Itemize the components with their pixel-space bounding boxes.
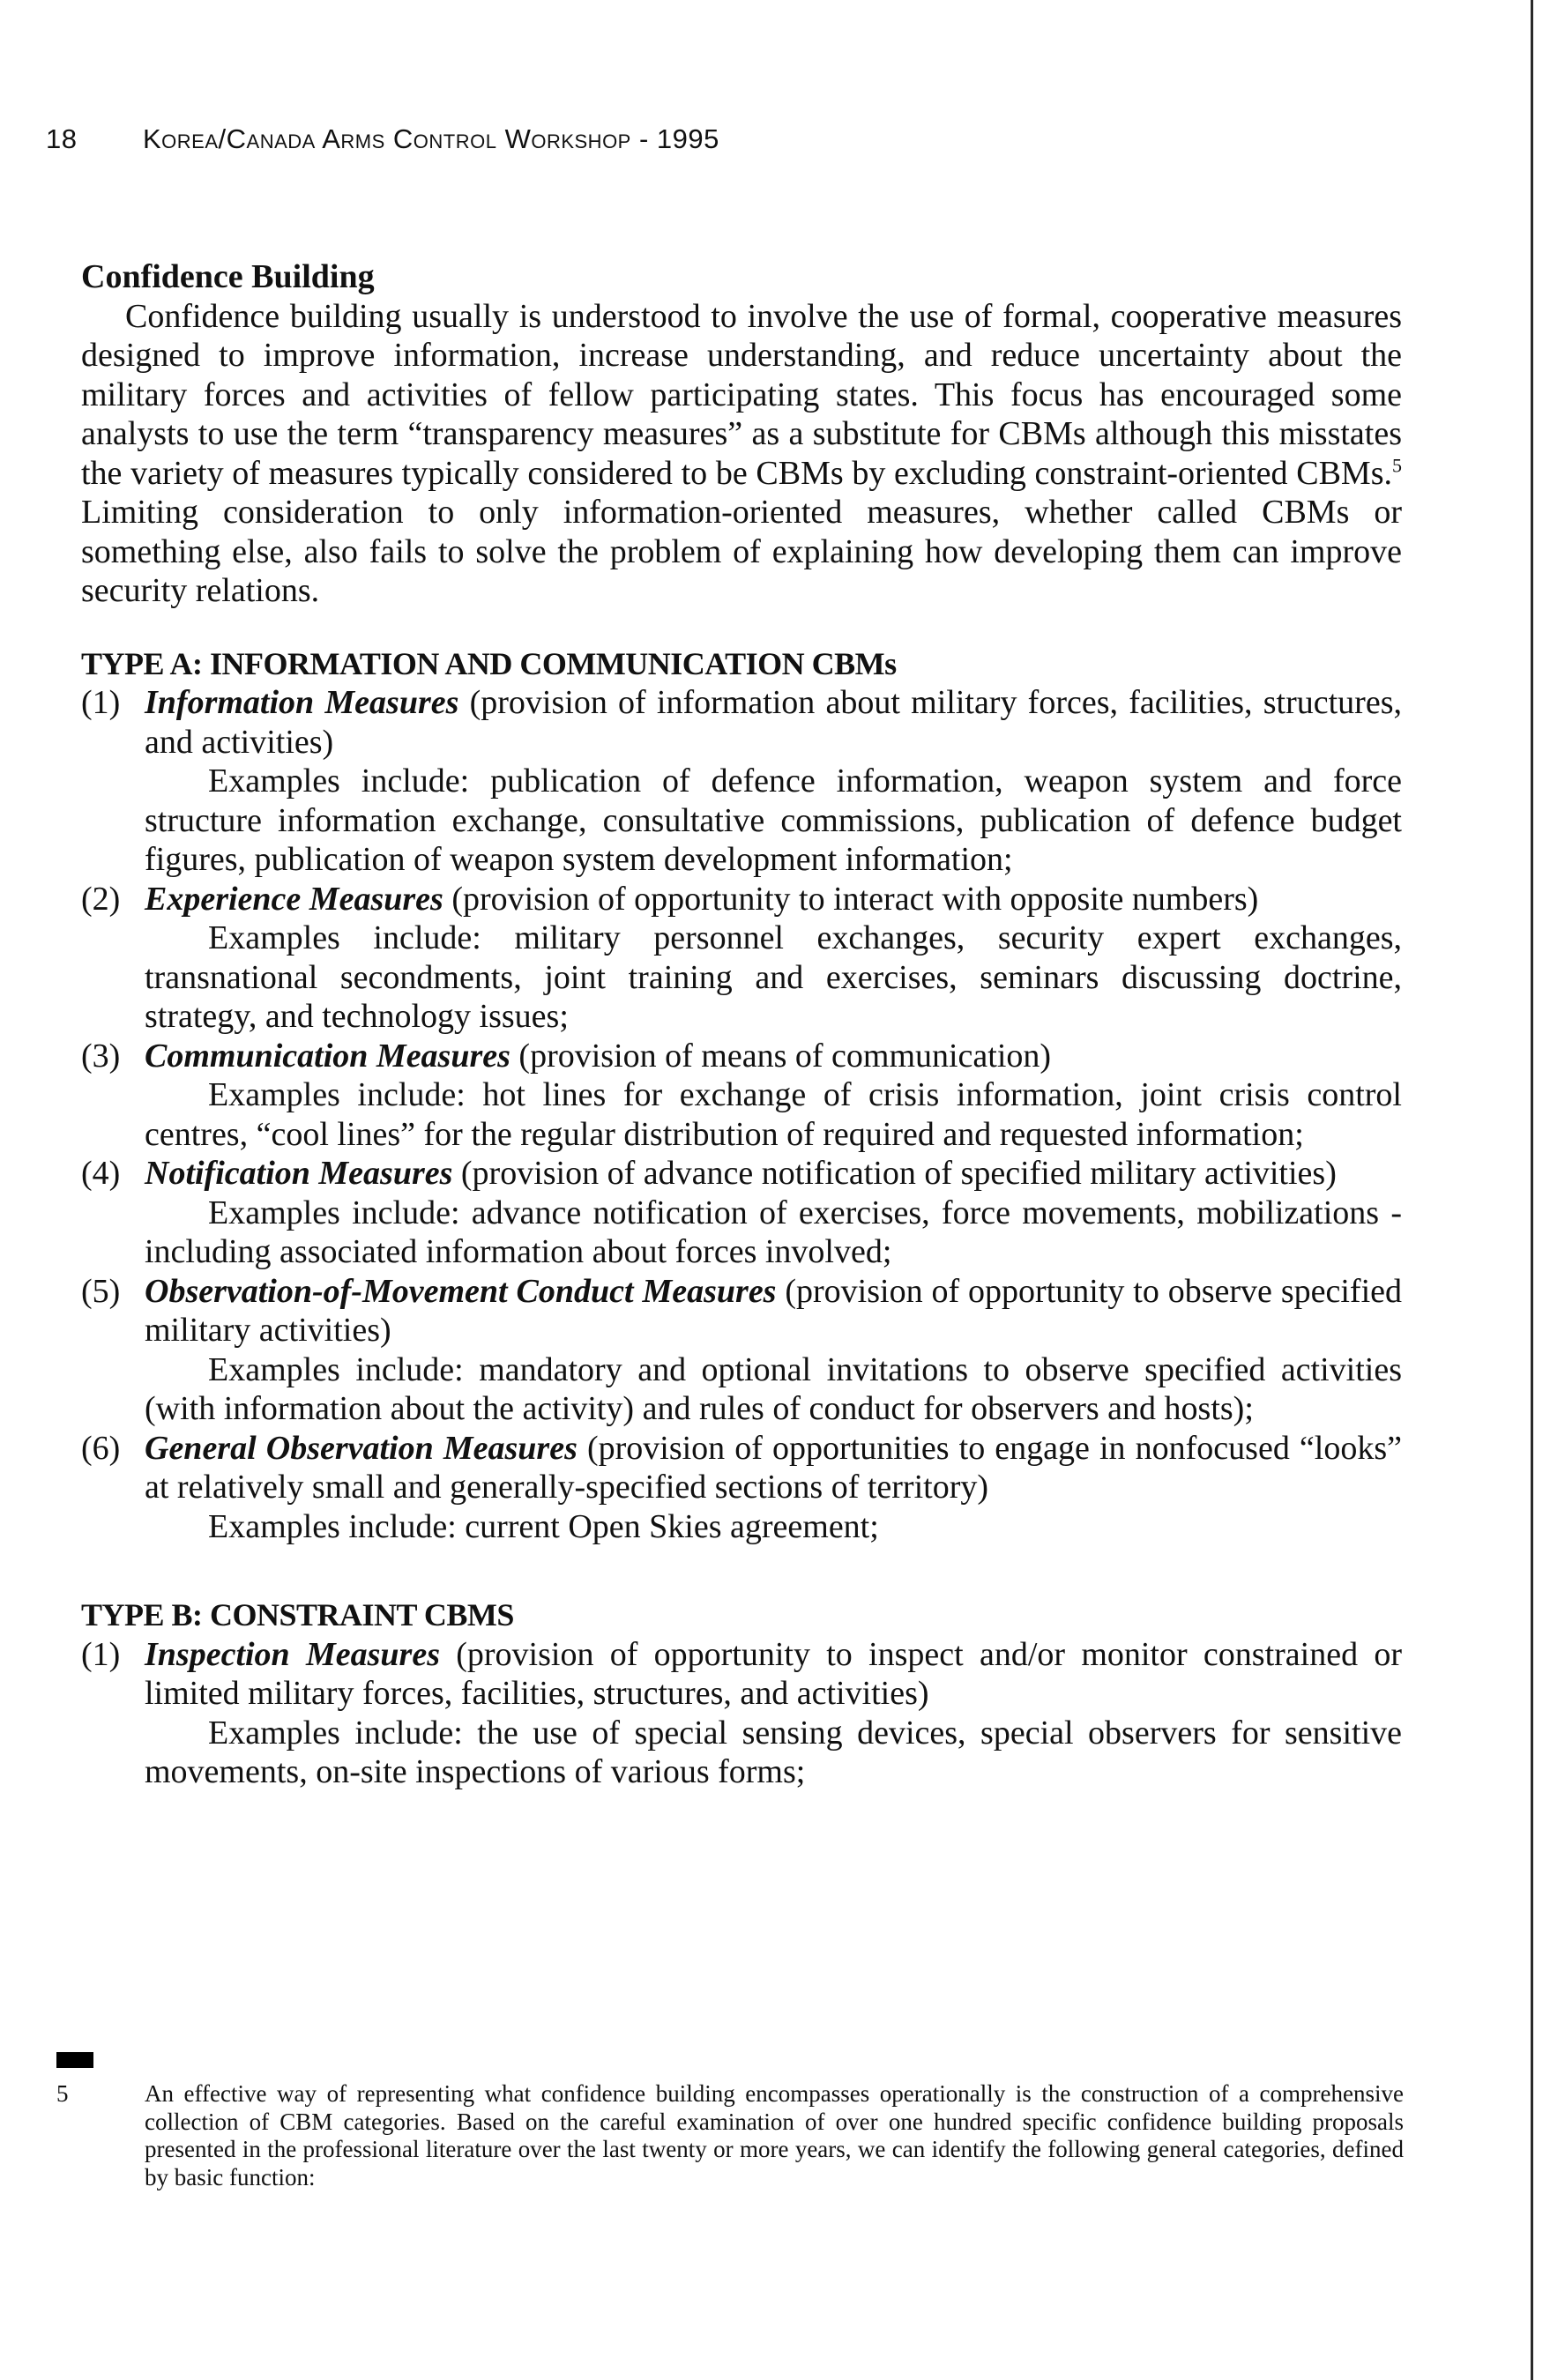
scan-edge-line <box>1531 0 1533 2380</box>
item-number: (3) <box>81 1037 121 1075</box>
item-examples: Examples include: hot lines for exchange of crisis information, joint crisis control centres, “cool lines” for the regular distribution of required and requested information; <box>145 1076 1402 1153</box>
footnote-rule <box>56 2052 93 2068</box>
type-a-item <box>81 880 1402 1037</box>
running-head-title: Korea/Canada Arms Control Workshop - 1995 <box>143 123 719 154</box>
item-number: (1) <box>81 684 121 721</box>
item-number: (4) <box>81 1155 121 1192</box>
item-term: General Observation Measures <box>145 1429 578 1467</box>
item-description: (provision of opportunity to interact with opposite numbers) <box>443 880 1259 918</box>
running-head <box>46 123 719 155</box>
item-term: Information Measures <box>145 684 459 721</box>
item-term: Notification Measures <box>145 1155 453 1192</box>
item-description: (provision of opportunity to inspect and/or monitor constrained or limited military forces, facilities, structures, and activities) <box>145 1635 1402 1712</box>
footnote <box>56 2080 1404 2191</box>
type-b-heading: TYPE B: CONSTRAINT CBMS <box>81 1597 514 1633</box>
main-content <box>81 257 1402 1792</box>
item-number: (1) <box>81 1635 121 1673</box>
type-a-item <box>81 1429 1402 1547</box>
footnote-text: An effective way of representing what confidence building encompasses operationally is the construction of a comprehensive collection of CBM categories. Based on the careful examination of over one hundred specific confidence building proposals presented in the professional literature over the last twenty or more years, we can identify the following general categories, defined by basic function: <box>145 2080 1404 2190</box>
item-examples: Examples include: publication of defence information, weapon system and force structure information exchange, consultative commissions, publication of defence budget figures, publication of weapon system development information; <box>145 762 1402 878</box>
item-examples: Examples include: advance notification of exercises, force movements, mobilizations - including associated information about forces involved; <box>145 1194 1402 1270</box>
intro-text-continued: Limiting consideration to only information-oriented measures, whether called CBMs or something else, also fails to solve the problem of explaining how developing them can improve security relations. <box>81 494 1402 609</box>
type-a-item <box>81 683 1402 880</box>
footnote-marker: 5 <box>1392 453 1402 476</box>
item-examples: Examples include: current Open Skies agreement; <box>208 1507 879 1545</box>
type-a-item <box>81 1037 1402 1155</box>
item-number: (5) <box>81 1272 121 1310</box>
type-a-heading: TYPE A: INFORMATION AND COMMUNICATION CBMs <box>81 645 897 681</box>
type-a-item <box>81 1154 1402 1272</box>
item-term: Communication Measures <box>145 1037 510 1075</box>
item-description: (provision of means of communication) <box>510 1037 1052 1075</box>
item-description: (provision of opportunities to engage in nonfocused “looks” at relatively small and generally-specified sections of territory) <box>145 1429 1402 1506</box>
intro-paragraph <box>81 297 1402 611</box>
item-description: (provision of opportunity to observe specified military activities) <box>145 1272 1402 1349</box>
item-term: Observation-of-Movement Conduct Measures <box>145 1272 777 1310</box>
intro-text: Confidence building usually is understood to involve the use of formal, cooperative measures designed to improve information, increase understanding, and reduce uncertainty about the military forces and activities of fellow participating states. This focus has encouraged some analysts to use the term “transparency measures” as a substitute for CBMs although this misstates the variety of measures typically considered to be CBMs by excluding constraint-oriented CBMs. <box>81 297 1402 492</box>
item-examples: Examples include: the use of special sensing devices, special observers for sensitive movements, on-site inspections of various forms; <box>145 1714 1402 1790</box>
item-term: Inspection Measures <box>145 1635 440 1673</box>
item-description: (provision of information about military forces, facilities, structures, and activities) <box>145 684 1402 761</box>
item-examples: Examples include: mandatory and optional invitations to observe specified activities (with information about the activity) and rules of conduct for observers and hosts); <box>145 1350 1402 1427</box>
type-b-item <box>81 1635 1402 1792</box>
section-heading: Confidence Building <box>81 258 375 295</box>
footnote-number: 5 <box>56 2080 69 2107</box>
type-a-item <box>81 1272 1402 1429</box>
page-number: 18 <box>46 123 78 154</box>
item-examples: Examples include: military personnel exchanges, security expert exchanges, transnational secondments, joint training and exercises, seminars discussing doctrine, strategy, and technology issues; <box>145 919 1402 1035</box>
item-description: (provision of advance notification of specified military activities) <box>452 1155 1337 1192</box>
item-number: (2) <box>81 880 121 918</box>
item-term: Experience Measures <box>145 880 443 918</box>
item-number: (6) <box>81 1429 121 1467</box>
